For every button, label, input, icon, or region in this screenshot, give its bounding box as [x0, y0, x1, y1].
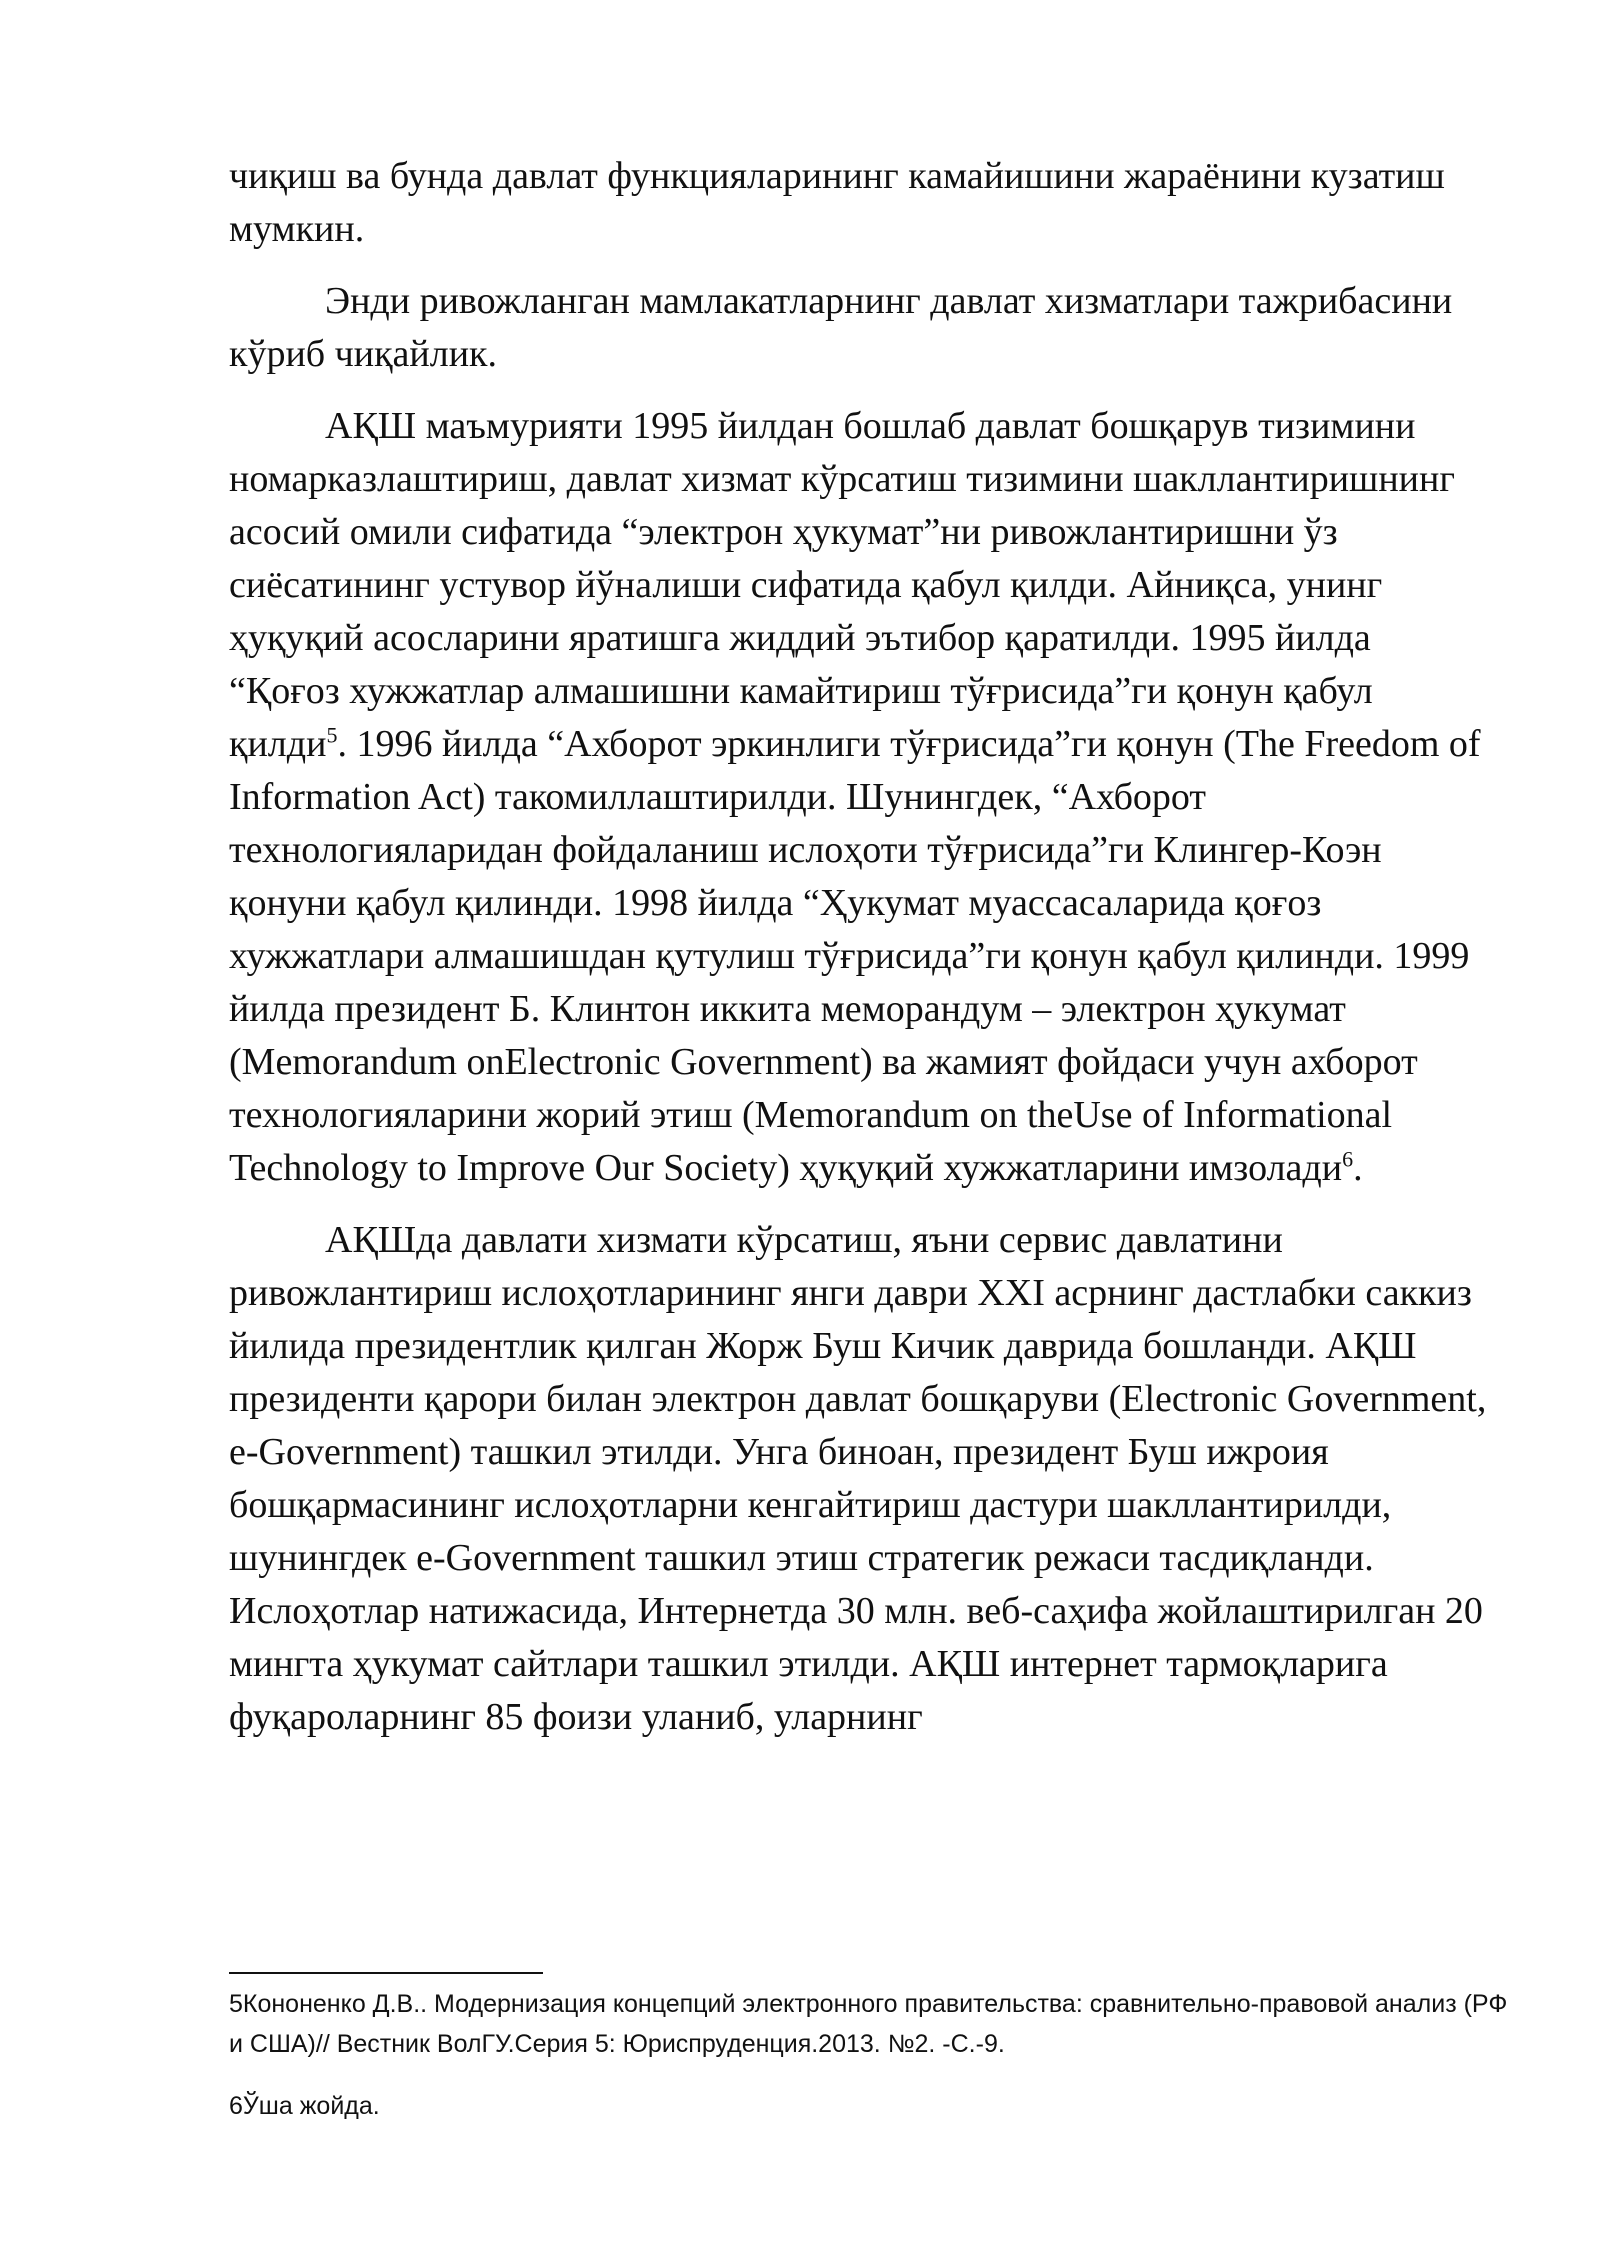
footnote-reference-6[interactable]: 6: [1342, 1146, 1354, 1172]
paragraph-text: .: [1353, 1147, 1363, 1189]
paragraph-continuation: чиқиш ва бунда давлат функцияларининг камайишини жараёнини кузатиш мумкин.: [229, 155, 1445, 250]
body-text: [229, 150, 1489, 1763]
paragraph-text: . 1996 йилда “Ахборот эркинлиги тўғрисида”ги қонун (The Freedom of Information Act) такомиллаштирилди. Шунингдек, “Ахборот технологияларидан фойдаланиш ислоҳоти тўғрисида”ги Клингер-Коэн қонуни қабул қилинди. 1998 йилда “Ҳукумат муассасаларида қоғоз хужжатлари алмашишдан қутулиш тўғрисида”ги қонун қабул қилинди. 1999 йилда президент Б. Клинтон иккита меморандум – электрон ҳукумат (Memorandum onElectronic Government) ва жамият фойдаси учун ахборот технологияларини жорий этиш (Memorandum on theUse of Informational Technology to Improve Our Society) ҳуқуқий хужжатларини имзолади: [229, 723, 1481, 1189]
footnote-separator: [229, 1972, 543, 1974]
paragraph-usa-e-government: [229, 400, 1489, 1195]
footnote-6: 6Ўша жойда.: [229, 2092, 380, 2120]
paragraph-developed-countries: Энди ривожланган мамлакатларнинг давлат хизматлари тажрибасини кўриб чиқайлик.: [229, 280, 1453, 375]
footnote-reference-5[interactable]: 5: [326, 722, 338, 748]
footnotes: [229, 1984, 1509, 2148]
footnote-5: 5Кононенко Д.В.. Модернизация концепций электронного правительства: сравнительно-правовой анализ (РФ и США)// Вестник ВолГУ.Серия 5: Юриспруденция.2013. №2. -С.-9.: [229, 1990, 1508, 2058]
paragraph-text: АҚШ маъмурияти 1995 йилдан бошлаб давлат бошқарув тизимини номарказлаштириш, давлат хизмат кўрсатиш тизимини шакллантиришнинг асосий омили сифатида “электрон ҳукумат”ни ривожлантиришни ўз сиёсатининг устувор йўналиши сифатида қабул қилди. Айниқса, унинг ҳуқуқий асосларини яратишга жиддий эътибор қаратилди. 1995 йилда “Қоғоз хужжатлар алмашишни камайтириш тўғрисида”ги қонун қабул қилди: [229, 405, 1455, 765]
paragraph-usa-reforms: АҚШда давлати хизмати кўрсатиш, яъни сервис давлатини ривожлантириш ислоҳотларининг янги даври XXI асрнинг дастлабки саккиз йилида президентлик қилган Жорж Буш Кичик даврида бошланди. АҚШ президенти қарори билан электрон давлат бошқаруви (Electronic Government, e-Government) ташкил этилди. Унга биноан, президент Буш ижроия бошқармасининг ислоҳотларни кенгайтириш дастури шакллантирилди, шунингдек e-Government ташкил этиш стратегик режаси тасдиқланди. Ислоҳотлар натижасида, Интернетда 30 млн. веб-саҳифа жойлаштирилган 20 мингта ҳукумат сайтлари ташкил этилди. АҚШ интернет тармоқларига фуқароларнинг 85 фоизи уланиб, уларнинг: [229, 1219, 1487, 1738]
